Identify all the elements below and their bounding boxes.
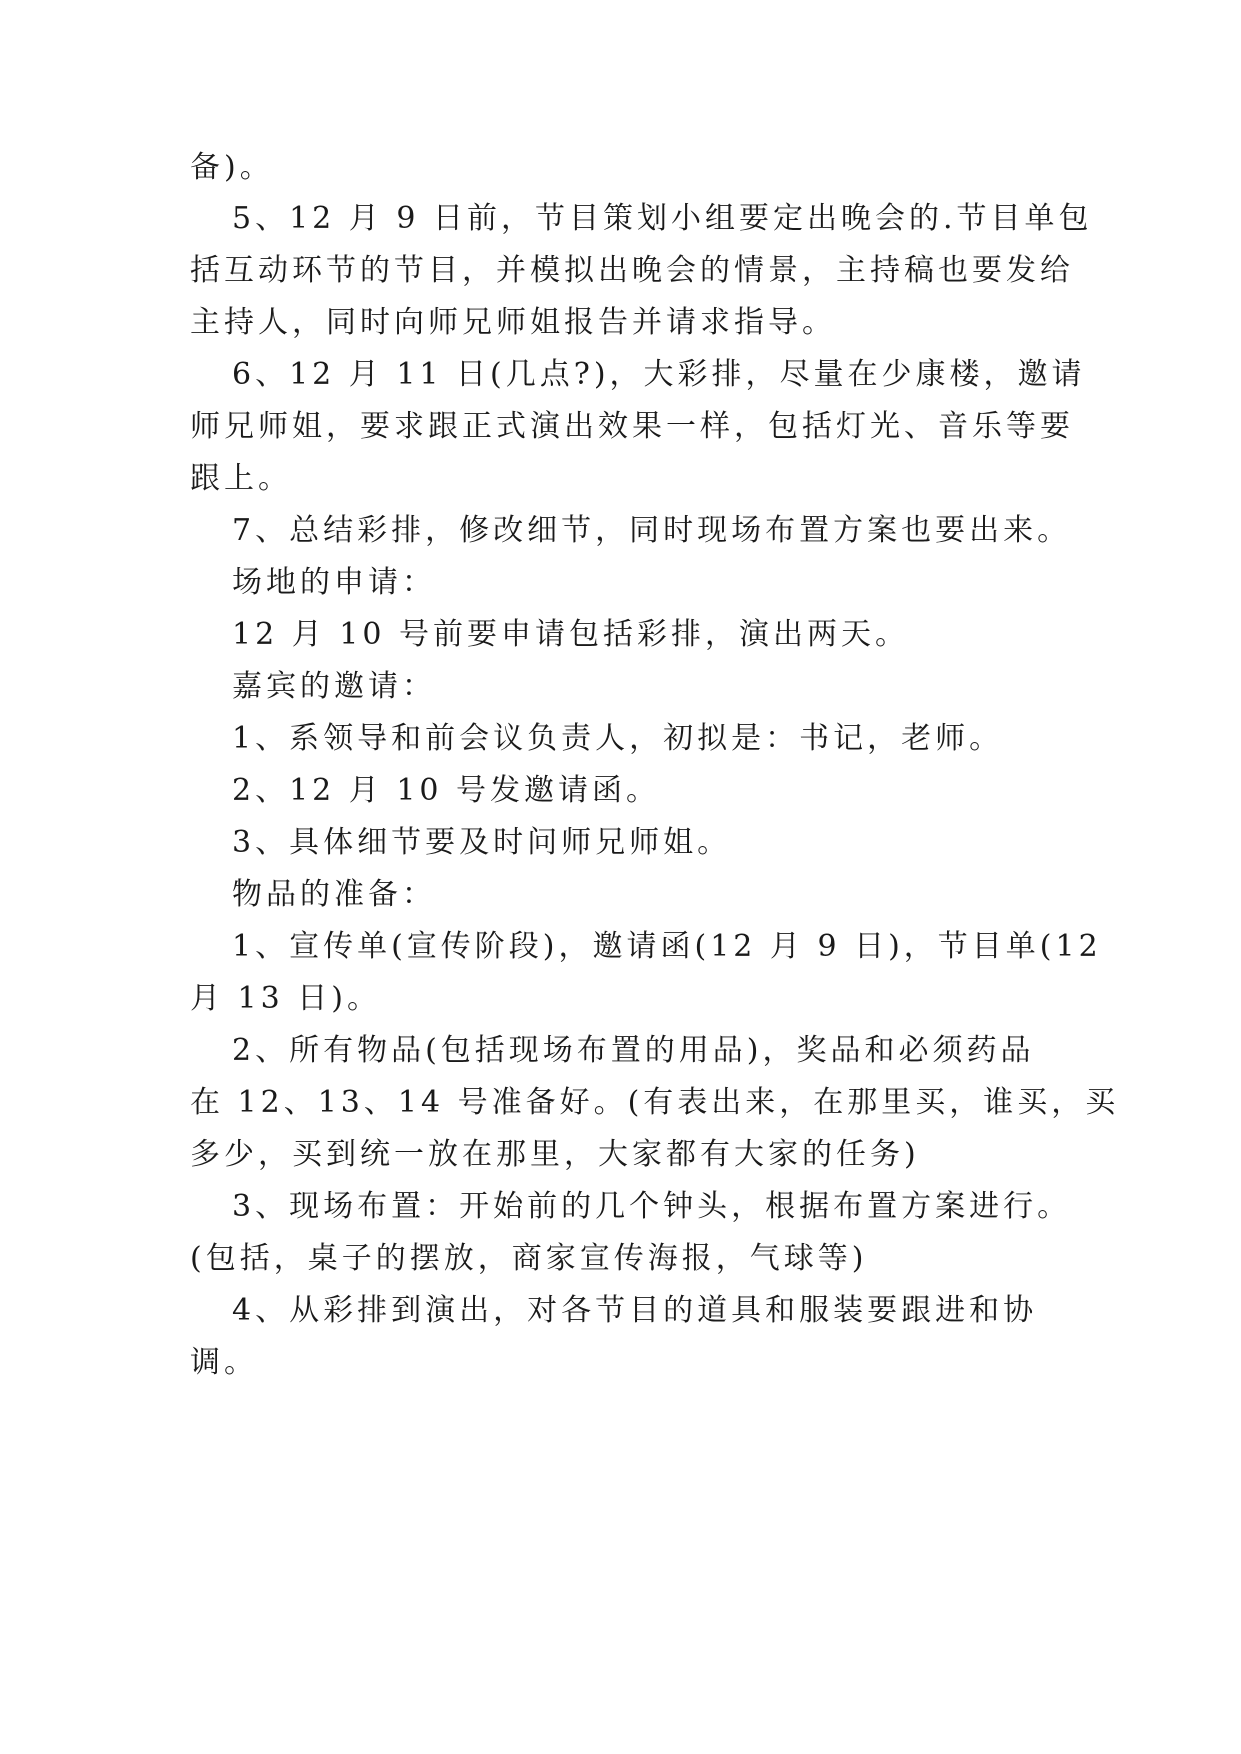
text-line: 括互动环节的节目，并模拟出晚会的情景，主持稿也要发给 xyxy=(190,253,1074,288)
text-line: 调。 xyxy=(190,1345,258,1380)
text-line: 师兄师姐，要求跟正式演出效果一样，包括灯光、音乐等要 xyxy=(190,409,1074,444)
text-line: 月 13 日)。 xyxy=(190,981,381,1016)
text-line: 主持人，同时向师兄师姐报告并请求指导。 xyxy=(190,305,836,340)
text-line: 在 12、13、14 号准备好。(有表出来，在那里买，谁买，买 xyxy=(190,1085,1120,1120)
text-line: 跟上。 xyxy=(190,461,292,496)
text-line-supply-2: 2、所有物品(包括现场布置的用品)，奖品和必须药品 xyxy=(232,1033,1035,1068)
text-line-item-7: 7、总结彩排，修改细节，同时现场布置方案也要出来。 xyxy=(232,513,1072,548)
text-line: (包括，桌子的摆放，商家宣传海报，气球等) xyxy=(190,1241,868,1276)
text-line-item-5: 5、12 月 9 日前，节目策划小组要定出晚会的.节目单包 xyxy=(232,201,1093,236)
text-line: 多少，买到统一放在那里，大家都有大家的任务) xyxy=(190,1137,920,1172)
text-line: 12 月 10 号前要申请包括彩排，演出两天。 xyxy=(232,617,909,652)
text-line-guest-2: 2、12 月 10 号发邀请函。 xyxy=(232,773,661,808)
section-heading-venue: 场地的申请： xyxy=(232,565,436,600)
text-line-continuation: 备)。 xyxy=(190,150,274,185)
section-heading-supplies: 物品的准备： xyxy=(232,877,436,912)
text-line-guest-3: 3、具体细节要及时问师兄师姐。 xyxy=(232,825,732,860)
text-line-guest-1: 1、系领导和前会议负责人，初拟是：书记，老师。 xyxy=(232,721,1004,756)
text-line-item-6: 6、12 月 11 日(几点?)，大彩排，尽量在少康楼，邀请 xyxy=(232,357,1086,392)
text-line-supply-4: 4、从彩排到演出，对各节目的道具和服装要跟进和协 xyxy=(232,1293,1038,1328)
text-line-supply-3: 3、现场布置：开始前的几个钟头，根据布置方案进行。 xyxy=(232,1189,1072,1224)
text-line-supply-1: 1、宣传单(宣传阶段)，邀请函(12 月 9 日)，节目单(12 xyxy=(232,929,1102,964)
section-heading-guests: 嘉宾的邀请： xyxy=(232,669,436,704)
